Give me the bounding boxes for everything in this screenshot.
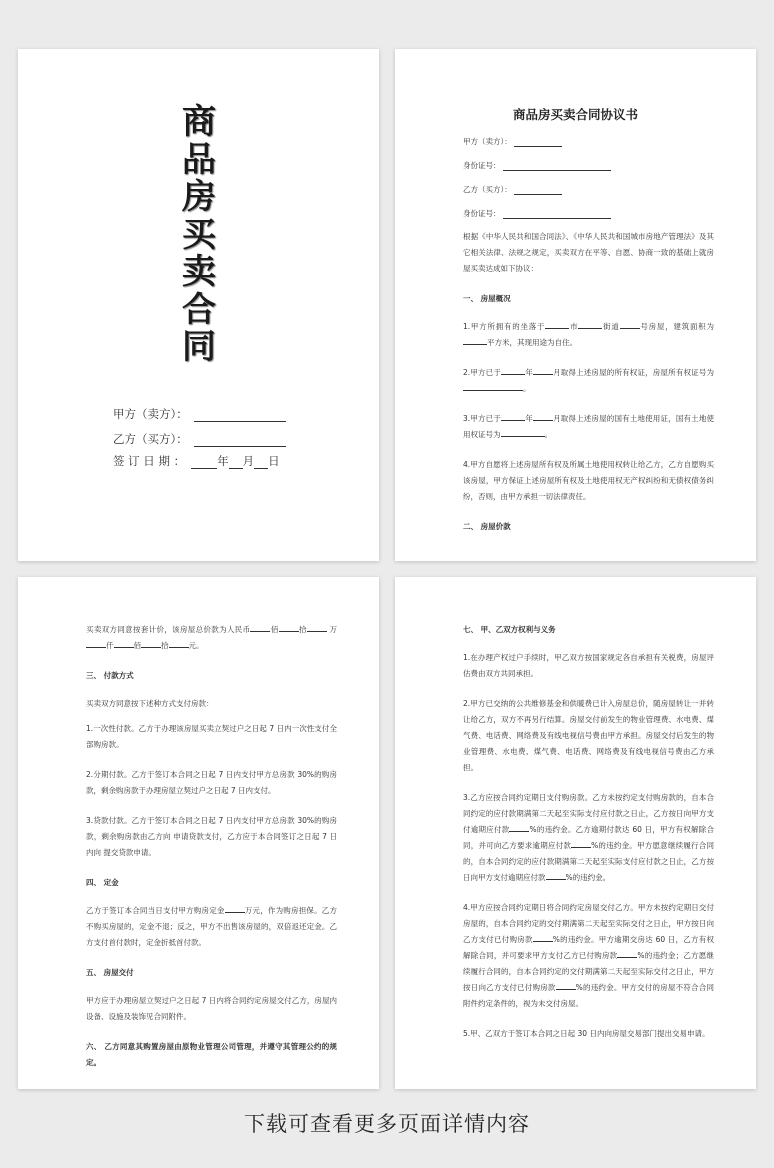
blank-line [533, 933, 553, 942]
clause-text: 佰 [270, 625, 279, 634]
clause-paragraph: 2.甲方已交纳的公共维修基金和供暖费已计入房屋总价，随房屋转让一并转让给乙方，双方不再另行结算。房屋交付前发生的物业管理费、水电费、煤气费、电话费、网络费及有线电视信号费由甲方承担。房屋交付后发生的物业管理费、水电费、煤气费、电话费、网络费及有线电视信号费由乙方承担。 [463, 699, 714, 772]
clause-text: 2.甲方已于 [463, 368, 502, 377]
cover-title [173, 104, 225, 367]
month-label: 月 [242, 454, 255, 468]
intro-paragraph: 根据《中华人民共和国合同法》、《中华人民共和国城市房地产管理法》及其它相关法律、法规之规定，买卖双方在平等、自愿、协商一致的基础上就房屋买卖达成如下协议： [463, 232, 714, 273]
clause-text: 3.甲方已于 [463, 414, 502, 423]
clause-text: %的违约金；乙方愿继续履行合同的，自本合同约定的交付期满第二天起至实际交付之日止，甲方按日向乙方支付已付购房款 [463, 951, 714, 992]
clause-paragraph [86, 903, 337, 951]
blank-line [86, 639, 106, 648]
clause-text: 元。 [188, 641, 204, 650]
clause-paragraph: 1.一次性付款。乙方于办理该房屋买卖立契过户之日起 7 日内一次性支付全部购房款。 [86, 724, 337, 749]
contract-page-2 [18, 577, 379, 1089]
clause-text: 万 [329, 625, 338, 634]
clause-text: 拾 [161, 641, 169, 650]
clause-paragraph [463, 900, 714, 1012]
blank-line [279, 623, 299, 632]
blank-line [514, 138, 562, 147]
clause-text: 4.甲方应按合同约定期日将合同约定房屋交付乙方。甲方未按约定期日交付房屋的，自本合同约定的交付期满第二天起至实际交付之日止，甲方按日向乙方支付已付购房款 [463, 903, 714, 944]
blank-line [533, 366, 553, 375]
clause-text: %的违约金。甲方愿意继续履行合同的，自本合同约定的应付款期满第二天起至实际支付应付款之日止，乙方按日向甲方支付逾期应付款 [463, 841, 714, 882]
clause-text: 拾 [298, 625, 307, 634]
blank-line [254, 457, 268, 469]
cover-title-char: 房 [182, 177, 216, 217]
clause-text: 。 [523, 384, 531, 393]
party-a-line [463, 136, 562, 147]
clause-text: 。 [544, 430, 552, 439]
clause-text: 仟 [106, 641, 114, 650]
cover-title-char: 商 [182, 102, 216, 142]
blank-line [509, 823, 529, 832]
section-heading: 一、 房屋概况 [463, 294, 511, 303]
section-heading: 七、 甲、乙双方权利与义务 [463, 625, 556, 634]
id-a-label: 身份证号： [463, 161, 501, 170]
cover-page [18, 49, 379, 561]
section-heading: 二、 房屋价款 [463, 522, 511, 531]
clause-text: 3.乙方应按合同约定期日支付购房款。乙方未按约定支付购房款的，自本合同约定的应付款期满第二天起至实际支付应付款之日止，乙方按日向甲方支付逾期应付款 [463, 793, 714, 834]
blank-line [250, 623, 270, 632]
blank-line [617, 949, 637, 958]
blank-line [169, 639, 189, 648]
clause-text: %的违约金。甲方交付的房屋不符合合同附件约定条件的，视为未交付房屋。 [463, 983, 714, 1008]
clause-text: 佰 [133, 641, 141, 650]
clause-text: 1.甲方所拥有的坐落于 [463, 322, 546, 331]
blank-line [501, 366, 525, 375]
party-b-label: 乙方（买方）： [463, 185, 512, 194]
contract-body [463, 622, 714, 1056]
date-label: 签 订 日 期 ： [113, 454, 186, 468]
blank-line [578, 320, 602, 329]
clause-text: 乙方于签订本合同当日支付甲方购房定金 [86, 906, 225, 915]
section-heading: 四、 定金 [86, 878, 119, 887]
party-b-line [463, 184, 562, 195]
clause-text: %的违约金。 [565, 873, 611, 882]
party-a-signature [113, 406, 286, 422]
blank-line [194, 410, 286, 422]
blank-line [225, 904, 245, 913]
blank-line [141, 639, 161, 648]
blank-line [556, 981, 576, 990]
contract-body [463, 229, 714, 547]
clause-text: 年 [525, 368, 533, 377]
cover-title-char: 品 [182, 139, 216, 180]
id-b-line [463, 208, 611, 219]
blank-line [620, 320, 640, 329]
clause-paragraph [463, 365, 714, 397]
clause-paragraph: 买卖双方同意按下述种方式支付房款： [86, 699, 214, 708]
party-a-label: 甲方（卖方）： [113, 407, 188, 421]
section-heading: 五、 房屋交付 [86, 968, 134, 977]
clause-text: 万元，作为购房担保。乙方不购买房屋的，定金不退；反之，甲方不出售该房屋的，双倍返还定金。乙方支付首付款时，定金折抵首付款。 [86, 906, 338, 947]
contract-page-1 [395, 49, 756, 561]
blank-line [114, 639, 134, 648]
cover-title-char: 买 [182, 214, 216, 255]
blank-line [545, 320, 569, 329]
contract-body [86, 622, 337, 1083]
id-a-line [463, 160, 611, 171]
blank-line [194, 435, 286, 447]
clause-text: 月取得上述房屋的国有土地使用证，国有土地使用权证号为 [463, 414, 715, 439]
clause-paragraph: 3.贷款付款。乙方于签订本合同之日起 7 日内支付甲方总房款 30%的购房款，剩余购房款由乙方向 申请贷款支付，乙方应于本合同签订之日起 7 日内向 提交贷款申请。 [86, 816, 337, 857]
download-more-link[interactable]: 下载可查看更多页面详情内容 [244, 1112, 530, 1136]
cover-title-char: 合 [182, 289, 216, 330]
clause-text: 平方米，其现用途为自住。 [487, 338, 577, 347]
clause-paragraph: 1.在办理产权过户手续时，甲乙双方按国家规定各自承担有关税费，房屋评估费由双方共同承担。 [463, 653, 714, 678]
clause-text: 月取得上述房屋的所有权证，房屋所有权证号为 [552, 368, 715, 377]
blank-line [503, 210, 611, 219]
clause-text: 年 [525, 414, 533, 423]
blank-line [307, 623, 327, 632]
clause-text: 买卖双方同意按套计价，该房屋总价款为人民币 [86, 625, 251, 634]
blank-line [463, 382, 523, 391]
blank-line [514, 186, 562, 195]
clause-text: %的违约金。甲方逾期交房达 60 日，乙方有权解除合同，并可要求甲方支付乙方已付购房款 [463, 935, 715, 960]
blank-line [546, 871, 566, 880]
clause-paragraph [463, 319, 714, 351]
party-b-label: 乙方（买方）： [113, 432, 188, 446]
cover-title-char: 同 [182, 327, 216, 367]
contract-page-3 [395, 577, 756, 1089]
blank-line [191, 457, 217, 469]
cover-title-char: 卖 [182, 252, 216, 292]
blank-line [503, 162, 611, 171]
clause-paragraph [463, 411, 714, 443]
clause-text: 号房屋，建筑面积为 [639, 322, 715, 331]
clause-paragraph: 甲方应于办理房屋立契过户之日起 7 日内将合同约定房屋交付乙方，房屋内设备、设施及装饰见合同附件。 [86, 996, 337, 1021]
blank-line [229, 457, 243, 469]
section-heading: 六、 乙方同意其购置房屋由原物业管理公司管理，并遵守其管理公约的规定。 [86, 1042, 337, 1067]
clause-text: 市 [569, 322, 579, 331]
blank-line [501, 428, 545, 437]
clause-paragraph: 2.分期付款。乙方于签订本合同之日起 7 日内支付甲方总房款 30%的购房款，剩余购房款于办理房屋立契过户之日起 7 日内支付。 [86, 770, 337, 795]
year-label: 年 [217, 454, 229, 468]
blank-line [533, 412, 553, 421]
sign-date [113, 453, 280, 469]
id-b-label: 身份证号： [463, 209, 501, 218]
party-b-signature [113, 431, 286, 447]
blank-line [463, 336, 487, 345]
clause-text: %的违约金。乙方逾期付款达 60 日，甲方有权解除合同，并可向乙方要求逾期应付款 [463, 825, 715, 850]
clause-paragraph: 4.甲方自愿将上述房屋所有权及所属土地使用权转让给乙方，乙方自愿购买该房屋，甲方保证上述房屋所有权及土地使用权无产权纠纷和无债权债务纠纷，否则，由甲方承担一切法律责任。 [463, 460, 714, 501]
blank-line [571, 839, 591, 848]
party-a-label: 甲方（卖方）： [463, 137, 512, 146]
blank-line [501, 412, 525, 421]
day-label: 日 [268, 454, 280, 468]
clause-paragraph [463, 790, 714, 886]
clause-paragraph: 5.甲、乙双方于签订本合同之日起 30 日内向房屋交易部门提出交易申请。 [463, 1029, 710, 1038]
section-heading: 三、 付款方式 [86, 671, 134, 680]
clause-text: 街道 [602, 322, 620, 331]
document-title: 商品房买卖合同协议书 [512, 107, 638, 122]
clause-paragraph [86, 622, 337, 654]
